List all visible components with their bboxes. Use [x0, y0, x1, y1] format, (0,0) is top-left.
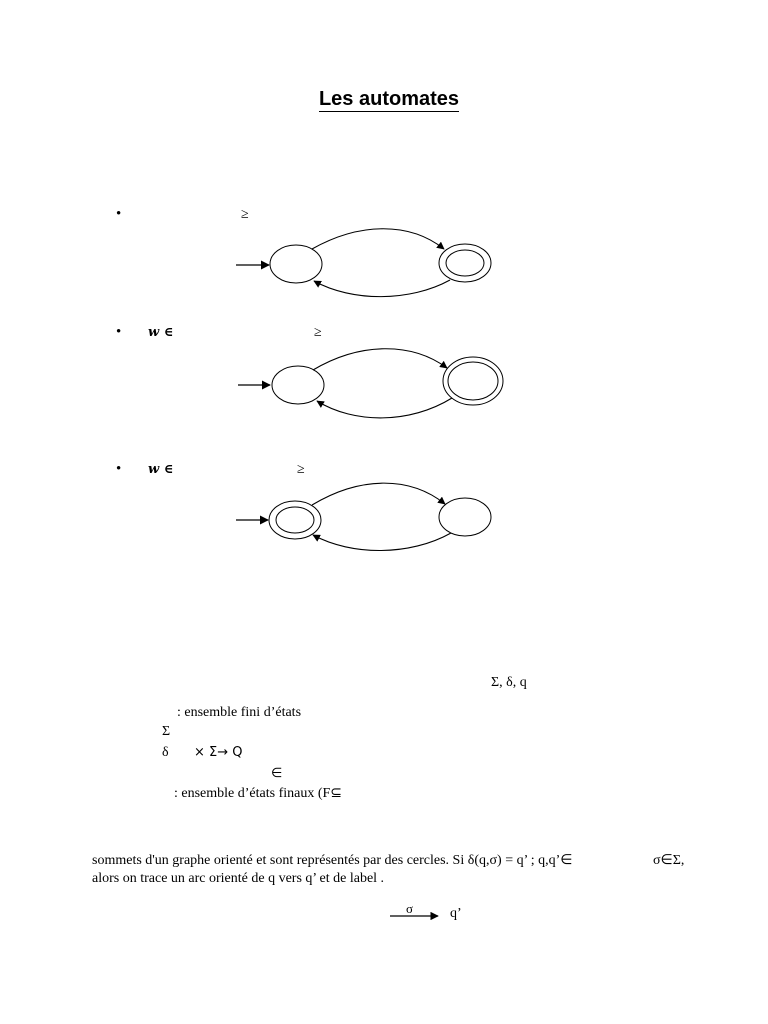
- automaton-diagram-1: [236, 229, 491, 297]
- automaton-diagram-3: [236, 483, 491, 550]
- bullet-2-math: w ∈: [148, 325, 174, 340]
- transition-arc-backward: [317, 398, 452, 418]
- initial-final-state-inner-circle: [276, 507, 314, 533]
- bullet-2-relation: ≥: [314, 325, 322, 340]
- def-transition-symbol: δ: [162, 745, 169, 760]
- state-circle: [439, 498, 491, 536]
- bullet-3-marker: •: [116, 461, 122, 477]
- final-state-inner-circle: [448, 362, 498, 400]
- bullet-3-relation: ≥: [297, 462, 305, 477]
- def-final-states: : ensemble d’états finaux (F⊆: [174, 786, 343, 801]
- bullet-1-marker: •: [116, 206, 122, 222]
- transition-arc-backward: [313, 533, 451, 551]
- paragraph-line-1b: σ∈Σ,: [653, 853, 685, 868]
- final-state-inner-circle: [446, 250, 484, 276]
- def-states: : ensemble fini d’états: [177, 705, 302, 720]
- def-transition-signature: × Σ→ Q: [194, 745, 243, 760]
- automaton-diagram-2: [238, 349, 503, 418]
- bullet-2-marker: •: [116, 324, 122, 340]
- tuple-fragment: Σ, δ, q: [491, 675, 527, 690]
- transition-arc-forward: [313, 349, 447, 370]
- transition-arc-forward: [312, 229, 444, 249]
- transition-arc-backward: [314, 280, 450, 297]
- def-alphabet: Σ: [162, 724, 171, 739]
- paragraph-line-2: alors on trace un arc orienté de q vers q’ et de label .: [92, 871, 385, 886]
- state-circle: [272, 366, 324, 404]
- def-initial-membership: ∈: [271, 765, 283, 780]
- arc-example-target: q’: [450, 906, 462, 921]
- bullet-3-math: w ∈: [148, 462, 174, 477]
- arc-example-label: σ: [406, 901, 414, 916]
- state-circle: [270, 245, 322, 283]
- paragraph-line-1a: sommets d'un graphe orienté et sont représentés par des cercles. Si δ(q,σ) = q’ ; q,q’∈: [92, 853, 573, 868]
- bullet-1-relation: ≥: [241, 207, 249, 222]
- transition-arc-forward: [312, 483, 445, 505]
- page-title-text: Les automates: [318, 88, 460, 110]
